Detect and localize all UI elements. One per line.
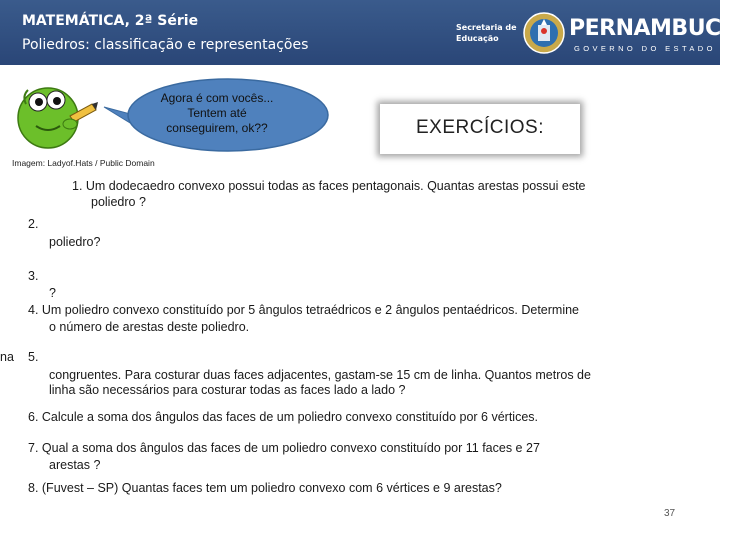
question-2-number: 2.	[28, 217, 39, 231]
question-4-line1: 4. Um poliedro convexo constituído por 5 ângulos tetraédricos e 2 ângulos pentaédricos. Determine	[28, 303, 580, 317]
governo-do-estado-text: GOVERNO DO ESTADO	[574, 44, 716, 53]
question-6-line1: 6. Calcule a soma dos ângulos das faces de um poliedro convexo constituído por 6 vértices.	[28, 410, 539, 424]
exercises-label: EXERCÍCIOS:	[416, 117, 544, 138]
secretaria-label	[456, 22, 517, 44]
green-mascot-icon	[8, 74, 100, 156]
slide-title: MATEMÁTICA, 2ª Série	[22, 13, 199, 29]
exercises-label-box	[380, 104, 580, 154]
bubble-line3: conseguirem, ok??	[166, 121, 268, 135]
question-1-line1: 1. Um dodecaedro convexo possui todas as faces pentagonais. Quantas arestas possui este	[72, 179, 586, 193]
pernambuco-logo-text: PERNAMBUCO	[569, 16, 739, 41]
question-1-line2: poliedro ?	[91, 195, 146, 209]
speech-bubble-text	[137, 91, 297, 136]
bubble-line2: Tentem até	[187, 106, 247, 120]
question-7-line1: 7. Qual a soma dos ângulos das faces de um poliedro convexo constituído por 11 faces e 27	[28, 441, 540, 455]
slide-subtitle: Poliedros: classificação e representações	[22, 37, 309, 53]
state-crest-icon	[522, 11, 566, 55]
question-5-number: 5.	[28, 350, 39, 364]
secretaria-line1: Secretaria de	[456, 23, 517, 32]
question-3-number: 3.	[28, 269, 39, 283]
image-credit: Imagem: Ladyof.Hats / Public Domain	[12, 158, 155, 168]
page-number: 37	[664, 508, 676, 519]
question-3-line2: ?	[49, 286, 56, 300]
bubble-line1: Agora é com vocês...	[160, 91, 274, 105]
secretaria-line2: Educação	[456, 34, 499, 43]
question-7-line2: arestas ?	[49, 458, 101, 472]
question-8-line1: 8. (Fuvest – SP) Quantas faces tem um poliedro convexo com 6 vértices e 9 arestas?	[28, 481, 502, 495]
question-5-line2: congruentes. Para costurar duas faces adjacentes, gastam-se 15 cm de linha. Quantos metros de	[49, 368, 591, 382]
question-4-line2: o número de arestas deste poliedro.	[49, 320, 250, 334]
question-5-prefix: na	[0, 350, 14, 364]
header-banner	[0, 0, 739, 65]
question-5-line3: linha são necessários para costurar todas as faces lado a lado ?	[49, 383, 406, 397]
question-2-line2: poliedro?	[49, 235, 101, 249]
